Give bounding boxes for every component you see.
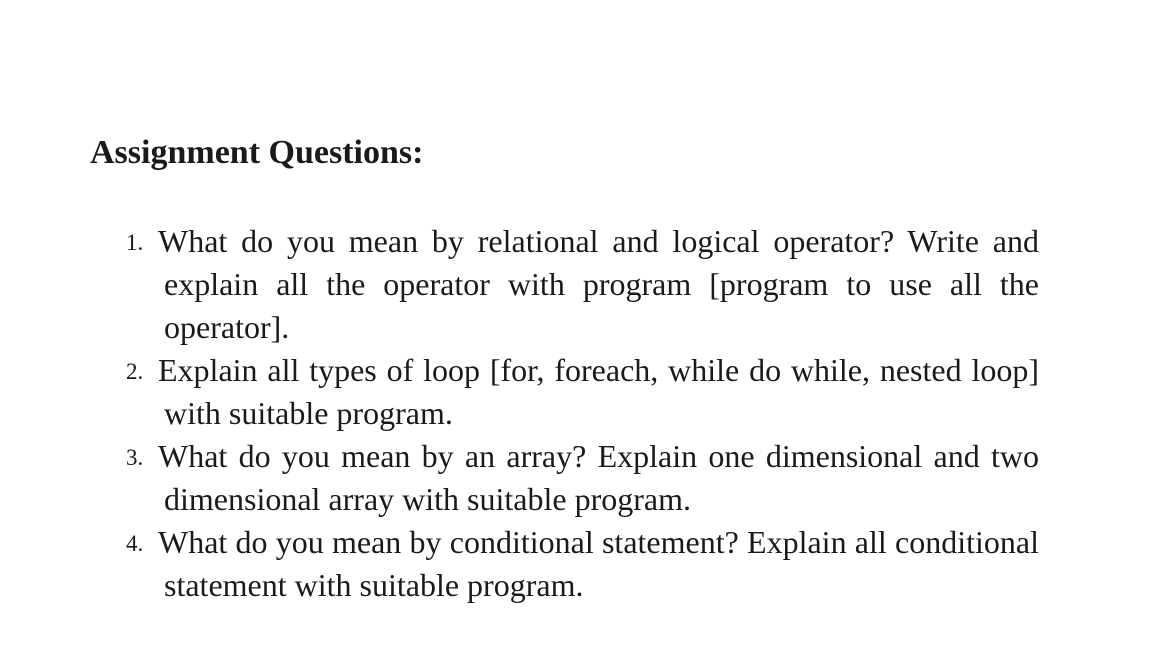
question-number: 4. — [126, 531, 144, 556]
question-item — [0, 521, 1039, 607]
question-text: Explain all types of loop [for, foreach, while do while, nested loop] with suitable program. — [158, 352, 1039, 431]
question-item — [0, 435, 1039, 521]
assignment-heading: Assignment Questions: — [90, 134, 424, 171]
question-item — [0, 349, 1039, 435]
question-item — [0, 220, 1039, 349]
question-text: What do you mean by an array? Explain one dimensional and two dimensional array with suitable program. — [158, 438, 1039, 517]
question-text: What do you mean by conditional statement? Explain all conditional statement with suitable program. — [158, 524, 1039, 603]
question-list — [0, 220, 1157, 607]
question-number: 2. — [126, 359, 144, 384]
question-text: What do you mean by relational and logical operator? Write and explain all the operator with program [program to use all the operator]. — [158, 223, 1039, 345]
question-number: 3. — [126, 445, 144, 470]
question-number: 1. — [126, 230, 144, 255]
